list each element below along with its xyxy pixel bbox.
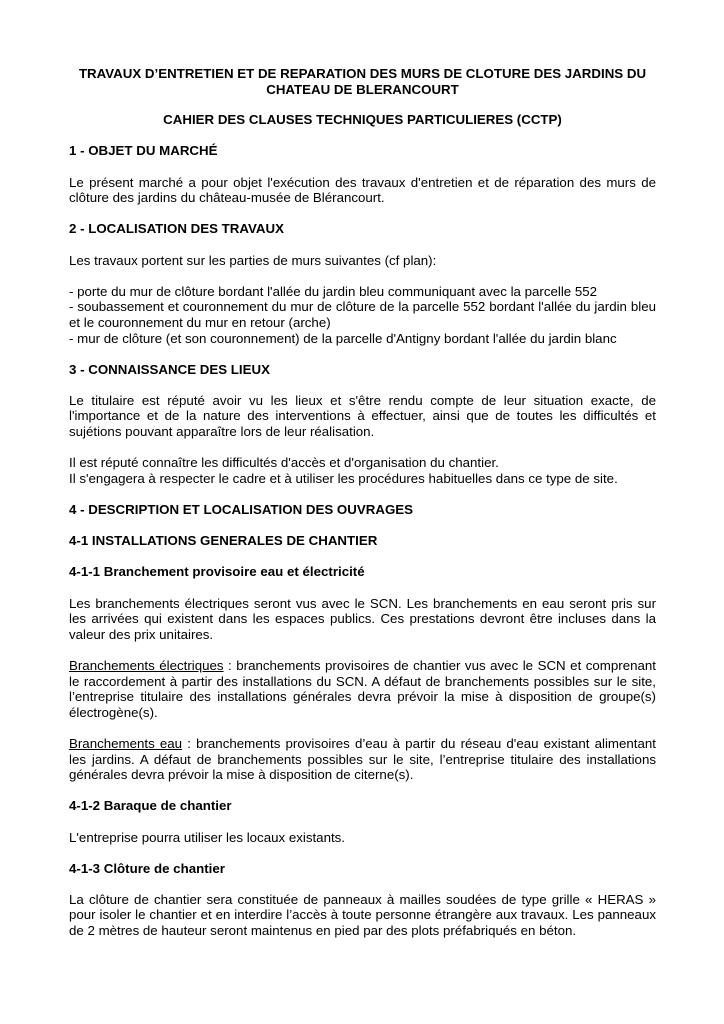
spacer bbox=[69, 128, 656, 144]
list-item: - mur de clôture (et son couronnement) de la parcelle d'Antigny bordant l'allée du jardin blanc bbox=[69, 330, 617, 346]
spacer bbox=[69, 845, 656, 861]
cloture-paragraph: La clôture de chantier sera constituée de panneaux à mailles soudées de type grille « HERAS » pour isoler le chantier et en interdire l’accès à toute personne étrangère aux travaux. Les panneaux de 2 mètres de hauteur seront maintenus en pied par des plots préfabriqués en béton. bbox=[69, 891, 656, 939]
branchements-eau-text: : branchements provisoires d’eau à partir du réseau d'eau existant alimentant les jardins. A défaut de branchements possibles sur le site, l’entreprise titulaire des installations générales devra prévoir la mise à disposition de citerne(s). bbox=[69, 735, 656, 783]
spacer bbox=[69, 206, 656, 222]
branchements-eau-label: Branchements eau bbox=[69, 735, 183, 751]
spacer bbox=[69, 346, 656, 362]
spacer bbox=[69, 237, 656, 253]
spacer bbox=[69, 783, 656, 799]
baraque-paragraph: L'entreprise pourra utiliser les locaux existants. bbox=[69, 829, 345, 845]
branchements-paragraph: Les branchements électriques seront vus avec le SCN. Les branchements en eau seront pris sur les arrivées qui existent dans les espaces publics. Ces prestations devront être incluses dans la valeur des prix unitaires. bbox=[69, 595, 656, 642]
spacer bbox=[69, 377, 656, 393]
section-3-paragraph-1: Le titulaire est réputé avoir vu les lieux et s'être rendu compte de leur situation exacte, de l'importance et de la nature des interventions à effectuer, ainsi que de toutes les difficultés et sujétions pouvant apparaître lors de leur réalisation. bbox=[69, 392, 656, 440]
spacer bbox=[69, 642, 656, 658]
section-1-body: Le présent marché a pour objet l'exécution des travaux d'entretien et de réparation des murs de clôture des jardins du château-musée de Blérancourt. bbox=[69, 174, 656, 206]
section-4-1-2-heading: 4-1-2 Baraque de chantier bbox=[69, 798, 232, 814]
document-page bbox=[69, 66, 656, 939]
section-4-heading: 4 - DESCRIPTION ET LOCALISATION DES OUVRAGES bbox=[69, 502, 414, 518]
spacer bbox=[69, 580, 656, 596]
spacer bbox=[69, 549, 656, 565]
spacer bbox=[69, 486, 656, 502]
spacer bbox=[69, 268, 656, 284]
branchements-electriques-paragraph bbox=[69, 658, 656, 720]
document-subtitle: CAHIER DES CLAUSES TECHNIQUES PARTICULIERES (CCTP) bbox=[163, 112, 562, 128]
spacer bbox=[69, 440, 656, 456]
section-3-paragraph-2a: Il est réputé connaître les difficultés d'accès et d'organisation du chantier. bbox=[69, 455, 499, 471]
section-2-intro: Les travaux portent sur les parties de murs suivantes (cf plan): bbox=[69, 252, 437, 268]
section-4-1-1-heading: 4-1-1 Branchement provisoire eau et électricité bbox=[69, 564, 365, 580]
branchements-electriques-text: : branchements provisoires de chantier vus avec le SCN et comprenant le raccordement à partir des installations du SCN. A défaut de branchements possibles sur le site, l’entreprise titulaire des installations générales devra prévoir la mise à disposition de groupe(s) électrogène(s). bbox=[69, 657, 656, 720]
section-4-1-heading: 4-1 INSTALLATIONS GENERALES DE CHANTIER bbox=[69, 533, 378, 549]
branchements-electriques-label: Branchements électriques bbox=[69, 657, 224, 673]
spacer bbox=[69, 814, 656, 830]
document-title: TRAVAUX D’ENTRETIEN ET DE REPARATION DES MURS DE CLOTURE DES JARDINS DU CHATEAU DE BLERANCOURT bbox=[78, 66, 647, 97]
list-item: - porte du mur de clôture bordant l'allée du jardin bleu communiquant avec la parcelle 552 bbox=[69, 283, 598, 299]
section-1-heading: 1 - OBJET DU MARCHÉ bbox=[69, 143, 218, 159]
list-item: - soubassement et couronnement du mur de clôture de la parcelle 552 bordant l'allée du jardin bleu et le couronnement du mur en retour (arche) bbox=[69, 299, 656, 330]
spacer bbox=[69, 159, 656, 175]
spacer bbox=[69, 518, 656, 534]
section-4-1-3-heading: 4-1-3 Clôture de chantier bbox=[69, 860, 225, 876]
branchements-eau-paragraph bbox=[69, 736, 656, 783]
spacer bbox=[69, 876, 656, 892]
spacer bbox=[69, 720, 656, 736]
section-3-paragraph-2b: Il s'engagera à respecter le cadre et à utiliser les procédures habituelles dans ce type de site. bbox=[69, 470, 618, 486]
section-3-heading: 3 - CONNAISSANCE DES LIEUX bbox=[69, 361, 270, 377]
section-2-heading: 2 - LOCALISATION DES TRAVAUX bbox=[69, 221, 284, 237]
